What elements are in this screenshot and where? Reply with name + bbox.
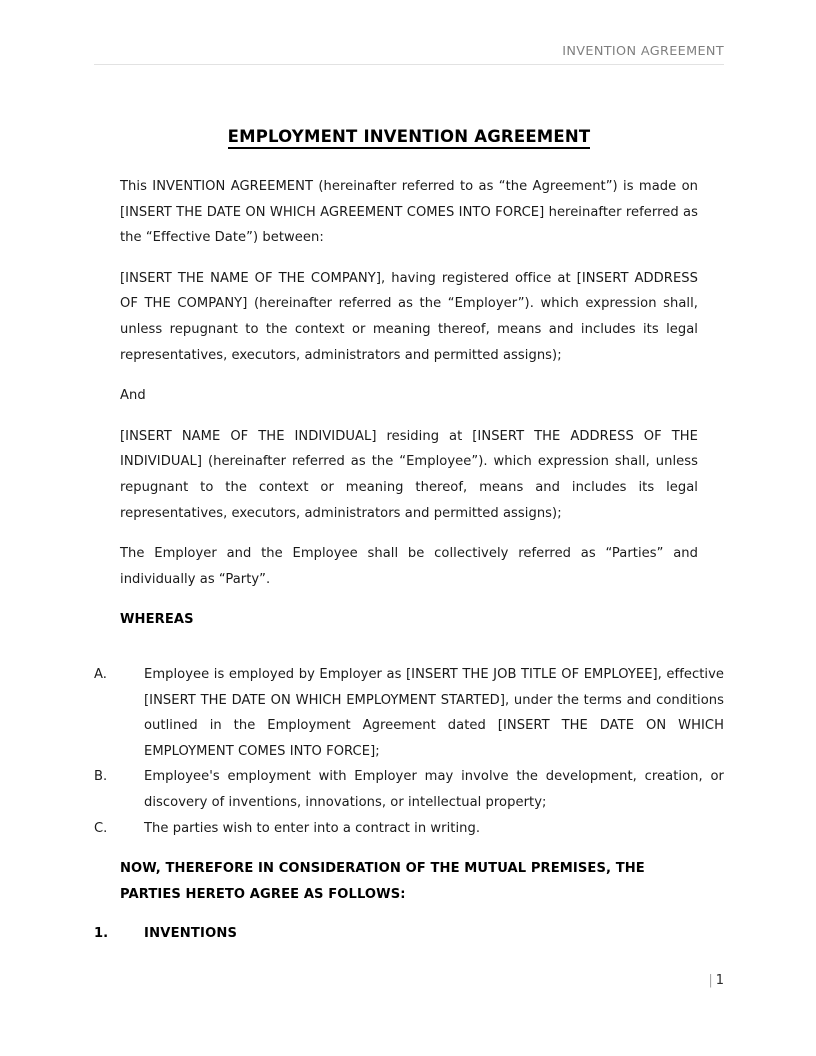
list-item-text: Employee's employment with Employer may involve the development, creation, or discovery of inventions, innovations, or intellectual property;: [144, 769, 724, 810]
closing-statement-text: NOW, THEREFORE IN CONSIDERATION OF THE MUTUAL PREMISES, THE PARTIES HERETO AGREE AS FOLLOWS:: [120, 861, 645, 902]
footer-separator: |: [708, 973, 713, 988]
paragraph-parties-definition: The Employer and the Employee shall be collectively referred as “Parties” and individually as “Party”.: [120, 546, 698, 587]
closing-statement: [120, 856, 698, 907]
paragraph-conjunction: And: [120, 388, 146, 404]
document-title: [94, 127, 724, 146]
list-item-text: The parties wish to enter into a contract in writing.: [144, 820, 481, 836]
document-title-text: EMPLOYMENT INVENTION AGREEMENT: [228, 127, 591, 149]
header-running-title: INVENTION AGREEMENT: [562, 44, 724, 59]
list-item: [94, 816, 724, 842]
document-body: [120, 174, 698, 643]
whereas-list: [94, 662, 724, 841]
list-item: [94, 764, 724, 815]
header-divider: [94, 64, 724, 65]
section-heading-inventions: [94, 921, 724, 947]
document-footer: [94, 972, 724, 990]
whereas-heading: WHEREAS: [120, 612, 194, 628]
section-number: 1.: [94, 926, 109, 941]
list-item-marker: C.: [94, 820, 108, 836]
list-item: [94, 662, 724, 764]
section-title: INVENTIONS: [144, 926, 238, 941]
paragraph-recital-agreement: This INVENTION AGREEMENT (hereinafter referred to as “the Agreement”) is made on [INSERT THE DATE ON WHICH AGREEMENT COMES INTO FORCE] hereinafter referred as the “Effective Date”) between:: [120, 179, 698, 246]
list-item-marker: B.: [94, 769, 108, 785]
paragraph-party-employer: [INSERT THE NAME OF THE COMPANY], having registered office at [INSERT ADDRESS OF THE COMPANY] (hereinafter referred as the “Employer”). which expression shall, unless repugnant to the context or meaning thereof, means and includes its legal representatives, executors, administrators and permitted assigns);: [120, 270, 698, 363]
footer-page-number: 1: [715, 973, 724, 988]
list-item-marker: A.: [94, 667, 107, 682]
list-item-text: Employee is employed by Employer as [INSERT THE JOB TITLE OF EMPLOYEE], effective [INSERT THE DATE ON WHICH EMPLOYMENT STARTED], under the terms and conditions outlined in the Employment Agreement dated [INSERT THE DATE ON WHICH EMPLOYMENT COMES INTO FORCE];: [144, 667, 724, 759]
document-header: [94, 44, 724, 65]
paragraph-party-employee: [INSERT NAME OF THE INDIVIDUAL] residing at [INSERT THE ADDRESS OF THE INDIVIDUAL] (hereinafter referred as the “Employee”). which expression shall, unless repugnant to the context or meaning thereof, means and includes its legal representatives, executors, administrators and permitted assigns);: [120, 428, 698, 521]
